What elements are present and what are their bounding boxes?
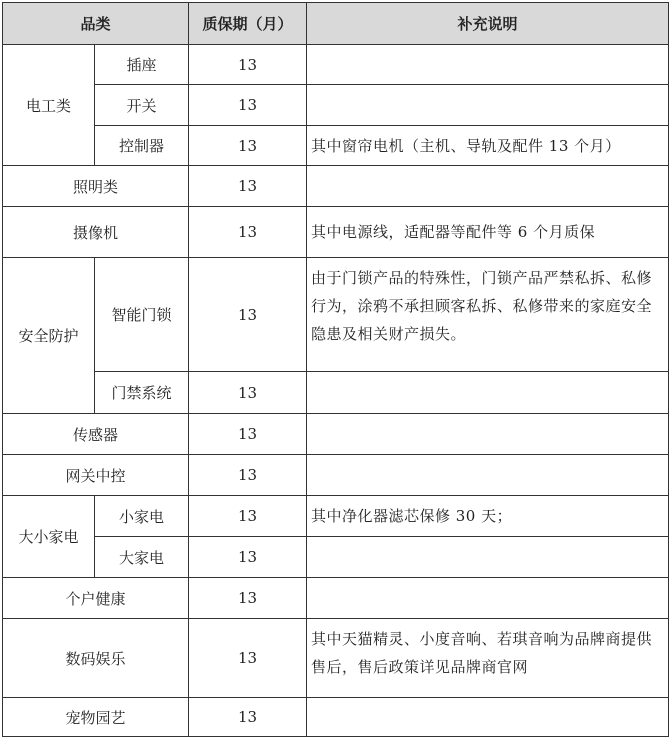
table-row [3,496,669,537]
category-label: 电工类 [3,45,95,166]
note-cell [307,45,669,85]
subcategory-label: 大家电 [95,537,189,578]
table-row [3,85,669,126]
warranty-months: 13 [189,45,307,85]
warranty-months: 13 [189,372,307,414]
category-label: 个户健康 [3,578,189,619]
warranty-months: 13 [189,85,307,126]
note-cell [307,537,669,578]
note-cell: 其中窗帘电机（主机、导轨及配件 13 个月） [307,126,669,166]
header-row [3,3,669,45]
warranty-months: 13 [189,496,307,537]
subcategory-label: 智能门锁 [95,258,189,372]
note-cell [307,698,669,737]
table-row [3,455,669,496]
category-label: 宠物园艺 [3,698,189,737]
category-label: 网关中控 [3,455,189,496]
note-cell: 其中净化器滤芯保修 30 天； [307,496,669,537]
table-row [3,698,669,737]
note-cell [307,372,669,414]
subcategory-label: 小家电 [95,496,189,537]
table-row [3,414,669,455]
table-row [3,537,669,578]
warranty-months: 13 [189,166,307,207]
table-row [3,45,669,85]
subcategory-label: 开关 [95,85,189,126]
table-row [3,258,669,372]
subcategory-label: 门禁系统 [95,372,189,414]
warranty-table [2,2,669,737]
header-warranty: 质保期（月） [189,3,307,45]
warranty-months: 13 [189,537,307,578]
table-row [3,372,669,414]
table-row [3,166,669,207]
note-cell: 其中电源线，适配器等配件等 6 个月质保 [307,207,669,258]
category-label: 摄像机 [3,207,189,258]
warranty-months: 13 [189,414,307,455]
table-row [3,126,669,166]
subcategory-label: 插座 [95,45,189,85]
category-label: 大小家电 [3,496,95,578]
note-cell [307,578,669,619]
category-label: 安全防护 [3,258,95,414]
note-cell [307,166,669,207]
category-label: 照明类 [3,166,189,207]
warranty-months: 13 [189,619,307,698]
warranty-months: 13 [189,578,307,619]
header-category: 品类 [3,3,189,45]
warranty-months: 13 [189,698,307,737]
category-label: 传感器 [3,414,189,455]
header-notes: 补充说明 [307,3,669,45]
table-row [3,207,669,258]
note-cell: 其中天猫精灵、小度音响、若琪音响为品牌商提供售后，售后政策详见品牌商官网 [307,619,669,698]
category-label: 数码娱乐 [3,619,189,698]
note-cell [307,85,669,126]
subcategory-label: 控制器 [95,126,189,166]
note-cell [307,414,669,455]
note-cell: 由于门锁产品的特殊性，门锁产品严禁私拆、私修行为，涂鸦不承担顾客私拆、私修带来的家庭安全隐患及相关财产损失。 [307,258,669,372]
table-row [3,578,669,619]
warranty-months: 13 [189,126,307,166]
note-cell [307,455,669,496]
warranty-months: 13 [189,258,307,372]
warranty-months: 13 [189,455,307,496]
table-row [3,619,669,698]
warranty-months: 13 [189,207,307,258]
